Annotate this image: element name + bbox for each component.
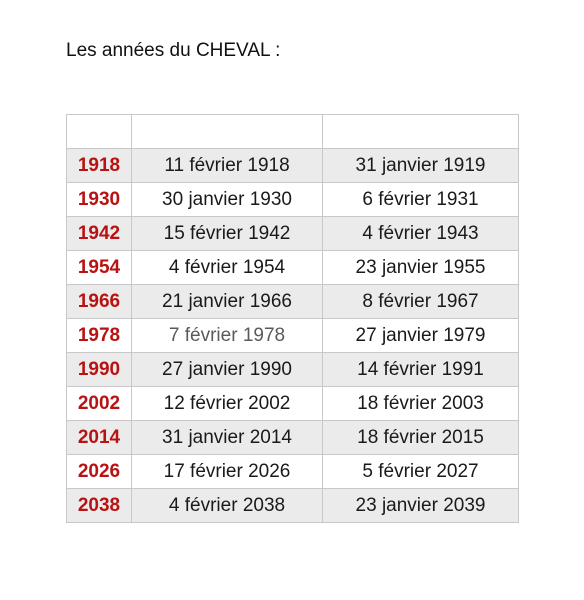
end-date-cell: 18 février 2015 (323, 421, 519, 455)
start-date-cell: 30 janvier 1930 (132, 183, 323, 217)
table-row (67, 353, 519, 387)
table-body (67, 115, 519, 523)
table-row (67, 251, 519, 285)
year-cell: 2038 (67, 489, 132, 523)
end-date-cell: 31 janvier 1919 (323, 149, 519, 183)
table-row (67, 387, 519, 421)
year-cell: 1978 (67, 319, 132, 353)
table-row (67, 319, 519, 353)
end-date-cell: 5 février 2027 (323, 455, 519, 489)
table-row (67, 455, 519, 489)
end-date-cell: 23 janvier 1955 (323, 251, 519, 285)
table-row (67, 183, 519, 217)
start-date-cell: 15 février 1942 (132, 217, 323, 251)
start-date-cell: 11 février 1918 (132, 149, 323, 183)
page-title: Les années du CHEVAL : (66, 40, 281, 61)
end-date-cell: 8 février 1967 (323, 285, 519, 319)
year-cell: 1990 (67, 353, 132, 387)
end-date-cell: 14 février 1991 (323, 353, 519, 387)
start-date-cell: 17 février 2026 (132, 455, 323, 489)
header-cell-end (323, 115, 519, 149)
start-date-cell: 4 février 1954 (132, 251, 323, 285)
end-date-cell: 27 janvier 1979 (323, 319, 519, 353)
year-cell: 1930 (67, 183, 132, 217)
header-cell-start (132, 115, 323, 149)
start-date-cell: 12 février 2002 (132, 387, 323, 421)
start-date-cell: 31 janvier 2014 (132, 421, 323, 455)
year-cell: 2002 (67, 387, 132, 421)
table-row (67, 149, 519, 183)
table-row (67, 421, 519, 455)
table-row (67, 217, 519, 251)
end-date-cell: 23 janvier 2039 (323, 489, 519, 523)
end-date-cell: 4 février 1943 (323, 217, 519, 251)
table-row (67, 285, 519, 319)
table-header-row (67, 115, 519, 149)
start-date-cell: 7 février 1978 (132, 319, 323, 353)
year-cell: 2014 (67, 421, 132, 455)
horse-years-table (66, 114, 519, 523)
header-cell-year (67, 115, 132, 149)
end-date-cell: 6 février 1931 (323, 183, 519, 217)
year-cell: 1966 (67, 285, 132, 319)
table-row (67, 489, 519, 523)
start-date-cell: 21 janvier 1966 (132, 285, 323, 319)
year-cell: 1942 (67, 217, 132, 251)
start-date-cell: 27 janvier 1990 (132, 353, 323, 387)
start-date-cell: 4 février 2038 (132, 489, 323, 523)
year-cell: 1954 (67, 251, 132, 285)
year-cell: 2026 (67, 455, 132, 489)
year-cell: 1918 (67, 149, 132, 183)
end-date-cell: 18 février 2003 (323, 387, 519, 421)
